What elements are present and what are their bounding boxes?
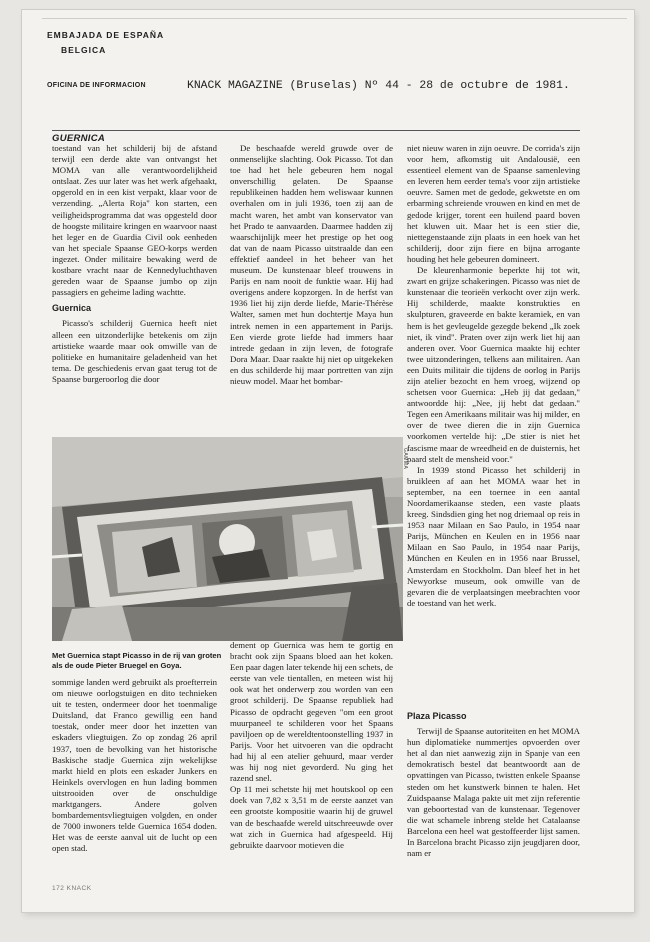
paragraph: De beschaafde wereld gruwde over de onmenselijke slachting. Ook Picasso. Tot dan toe had het hele gebeuren hem nogal onverschillig gelaten. De Spaanse republikeinen hadden hem weliswaar kunnen overhalen om in juli 1936, toen zij aan de macht waren, het ambt van konservator van het Prado te aanvaarden. Daarmee hadden zij waarschijnlijk meer het prestige op het oog dat van de naam Picasso uitstraalde dan een effektief aandeel in het beheer van het museum. De kunstenaar bleef trouwens in Parijs en nam nooit de funktie waar. Hij had overigens andere kopzorgen. In de herfst van 1936 liet hij zijn derde liefde, Marie-Thérèse Walter, samen met hun dochtertje Maya hun intrek nemen in een appartement in Parijs. Een vierde grote liefde had immers haar intrede gedaan in zijn leven, de fotografe Dora Maar. Daar raakte hij niet op uitgekeken en dus schilderde hij maar portretten van zijn nieuw model. Maar het bombar- (230, 143, 393, 386)
paragraph: toestand van het schilderij bij de afstand terwijl een derde akte van ontvangst het MOMA van alle verantwoordelijkheid ontslaat. Zes uur later was het werk afgehaakt, opgerold en in een kist verpakt, klaar voor de verzending. „Alerta Roja" kon starten, een veiligheidsprogramma dat was opgesteld door de hoogste militaire kringen en waarvoor naast het leger en de Guardia Civil ook eenheden van het speciale Spaanse GEO-korps werden ingezet. Onder militaire bewaking werd de kostbare vracht naar de Kennedyluchthaven gereden waar de Spaanse jumbo op zijn passagiers en geheime lading wachtte. (52, 143, 217, 298)
article-column-1-bottom (52, 677, 217, 882)
photo-credit: GAMMA (402, 448, 408, 470)
article-column-2-top (230, 143, 393, 437)
paragraph: niet nieuw waren in zijn oeuvre. De corrida's zijn voor hem, afkomstig uit Andalousië, een essentieel element van de Spaanse samenleving en leveren hem eerder tema's voor zijn artistieke oeuvre. Samen met de gedode, gekwetste en om erbarming schreiende vrouwen en kind en met de gedode krijger, torent een huilend paard boven het kluwen uit. Maar het is een stier die, niettegenstaande zijn plaats in een hoek van het schilderij, door zijn fiere en bijna arrogante houding het hele gebeuren domineert. (407, 143, 580, 264)
paragraph: dement op Guernica was hem te gortig en bracht ook zijn Spaans bloed aan het koken. Een paar dagen later tekende hij een schets, de eerste van vele tientallen, en meteen wist hij ook wat het onderwerp zou worden van een groot schilderij. De Spaanse republiek had Picasso de opdracht gegeven "om een groot muurpaneel te schilderen voor het Spaans paviljoen op de wereldtentoonstelling 1937 in Parijs. Voor het uitvoeren van die opdracht had hij al een atelier gehuurd, maar verder was hij nog niet gevorderd. Nu ging het razend snel. (230, 640, 394, 784)
guernica-exhibition-photo (52, 437, 403, 641)
embassy-country: BELGICA (61, 45, 107, 55)
photo-caption: Met Guernica stapt Picasso in de rij van groten als de oude Pieter Bruegel en Goya. (52, 651, 222, 670)
paragraph: Op 11 mei schetste hij met houtskool op een doek van 7,82 x 3,51 m de eerste aanzet van een grootste kompositie waarin hij de gruwel van de beschaafde wereld uitschreeuwde over wat zich in Guernica had afgespeeld. Hij gebruikte daarvoor motieven die (230, 784, 393, 850)
embassy-letterhead (47, 28, 207, 93)
top-rule (42, 18, 627, 19)
paragraph: Terwijl de Spaanse autoriteiten en het MOMA hun diplomatieke nummertjes opvoerden over het al dan niet aanwezig zijn in Spanje van een demokratisch bestel dat beantwoordt aan de opvattingen van Picasso, twistten enkele Spaanse steden om het kunstwerk binnen te halen. Het Zuidspaanse Malaga pakte uit met zijn referentie van geboortestad van de kunstenaar. Tegenover die wat schamele inbreng stelde het Catalaanse Barcelona een heel wat gestoffeerder lijst samen. In Barcelona bracht Picasso zijn jeugdjaren door, nam er (407, 726, 580, 859)
article-column-2-bottom (230, 640, 393, 884)
section-title: GUERNICA (52, 130, 580, 144)
office-name: OFICINA DE INFORMACION (47, 82, 146, 89)
subheading-guernica: Guernica (52, 303, 92, 314)
article-column-3-top (407, 143, 580, 748)
photo-illustration (52, 437, 403, 641)
article-column-1-top (52, 143, 217, 384)
embassy-name: EMBAJADA DE ESPAÑA (47, 30, 165, 40)
article-column-3-bottom (407, 706, 580, 882)
publication-line: KNACK MAGAZINE (Bruselas) Nº 44 - 28 de octubre de 1981. (187, 80, 570, 92)
paragraph: Picasso's schilderij Guernica heeft niet alleen een uitzonderlijke betekenis om zijn artistieke waarde maar ook omwille van de politieke en humanitaire geladenheid van het tema. De geschiedenis ervan gaat terug tot de Spaanse burgeroorlog die door (52, 318, 217, 384)
paragraph: sommige landen werd gebruikt als proefterrein om nieuwe oorlogstuigen en dito technieken uit te testen, ondermeer door het toenmalige Duitsland, dat Franco gewillig een hand toestak, onder meer door het inzetten van eskaders vliegtuigen. Zo op zondag 26 april 1937, toen de bevolking van het historische Baskische stadje Guernica zijn wekelijkse markt hield en plots een eskader Junkers en Heinkels overvlogen en hun lading bommen uitstrooiden over de onschuldige marktgangers. Andere golven bombardementsvliegtuigen volgden, en onder de 7000 inwoners telde Guernica 1654 doden. Het was de eerste aanval uit de lucht op een open stad. (52, 677, 217, 854)
paragraph: In 1939 stond Picasso het schilderij in bruikleen af aan het MOMA waar het in september, na een toernee in een aantal Noordamerikaanse steden, een vaste plaats kreeg. Sindsdien ging het nog driemaal op reis in 1953 naar Milaan en Sao Paulo, in 1954 naar Parijs, München en Keulen en in 1956 naar Milaan en Sao Paulo, in 1954 naar Parijs, München en Keulen en in 1956 naar Brussel, Amsterdam en Stockholm. Dan bleef het in het Newyorkse museum, ook omwille van de gevaren die de verplaatsingen meebrachten voor de toestand van het werk. (407, 464, 580, 608)
paragraph: De kleurenharmonie beperkte hij tot wit, zwart en grijze schakeringen. Picasso was niet de kunstenaar die teorieën verkocht over zijn werk. Hij schilderde, maakte konstrukties en skulpturen, graveerde en bakte keramiek, en van hem is het gevleugelde gezegde bekend „Ik zoek niet, ik vind". Praten over zijn werk liet hij aan anderen over. Voor Guernica maakte hij echter twee uitzonderingen, telkens aan militairen. Aan een Duits militair die tijdens de oorlog in Parijs zijn atelier bezocht en hem vroeg, wijzend op schetsen voor Guernica: „Heb jij dat gedaan," antwoordde hij: „Nee, jij hebt dat gedaan." Tegen een Amerikaans militair was hij milder, en over de twee dieren die in zijn Guernica voorkomen vertelde hij: „De stier is niet het fascisme maar de wreedheid en de duisternis, het paard stelt de mensheid voor." (407, 265, 580, 464)
page-footer: 172 KNACK (52, 885, 92, 892)
subheading-plaza-picasso: Plaza Picasso (407, 711, 467, 721)
